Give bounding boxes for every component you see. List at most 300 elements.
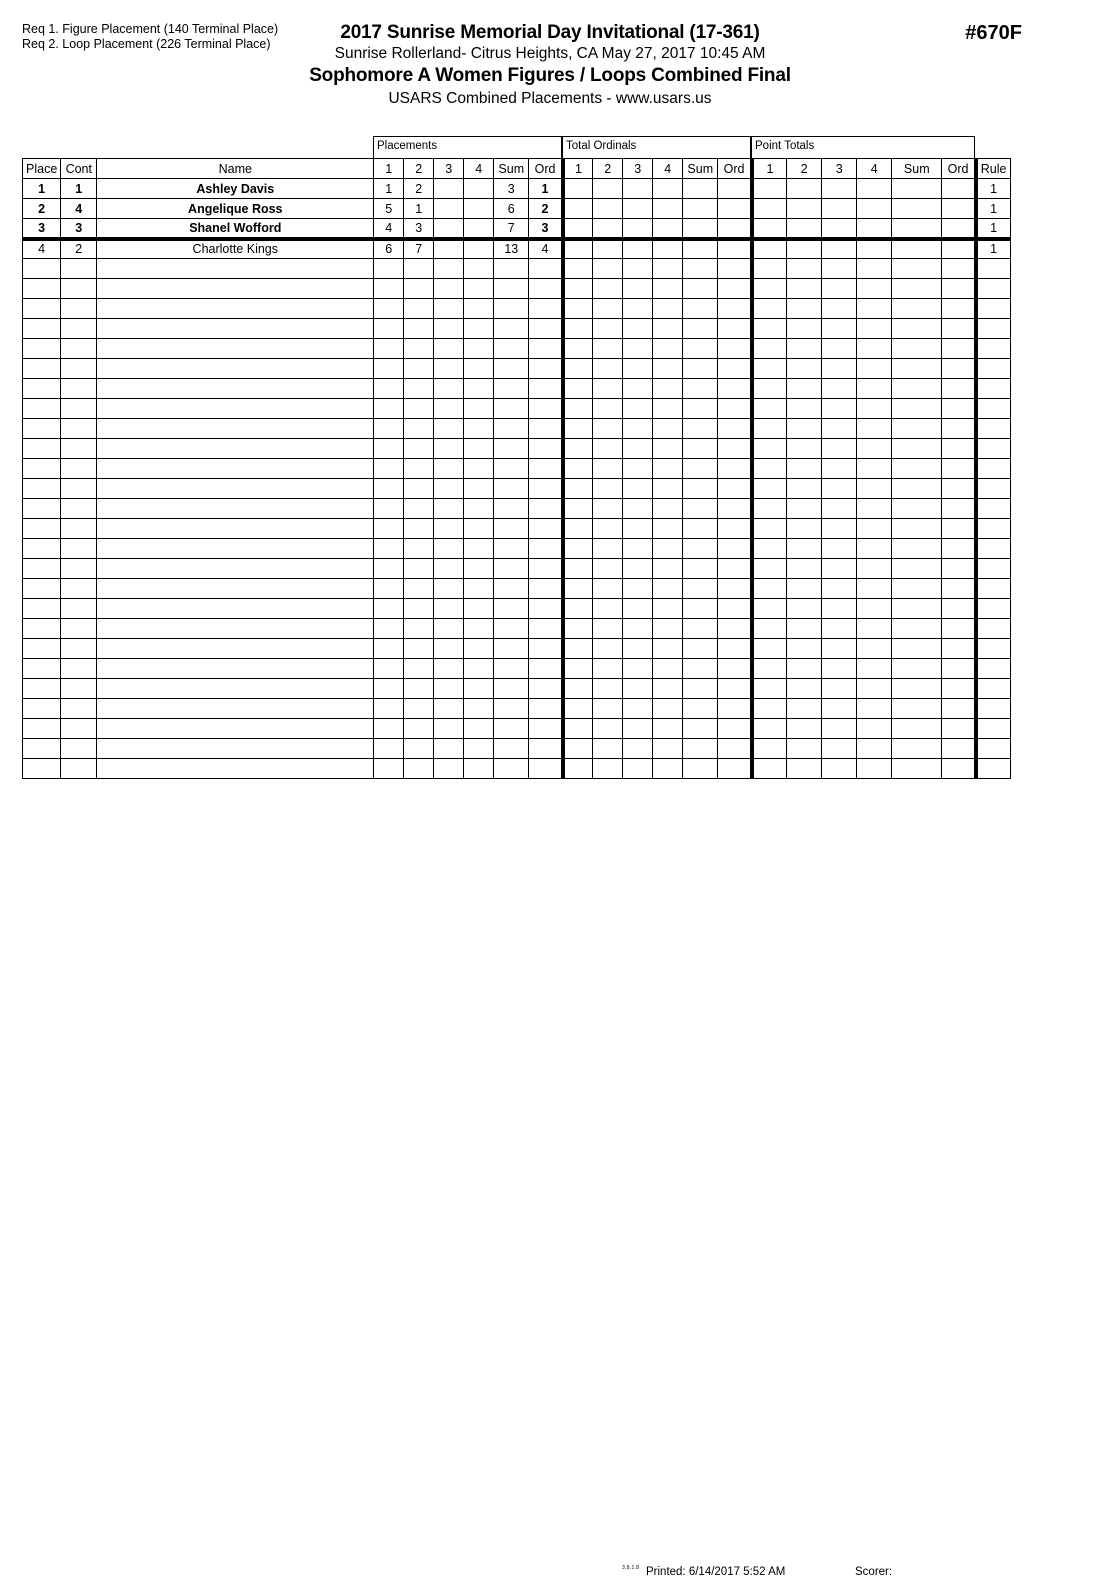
cell-empty-25-16[interactable] [787,759,822,779]
cell-empty-10-18[interactable] [857,459,892,479]
cell-empty-22-14[interactable] [718,699,752,719]
cell-empty-21-5[interactable] [434,679,464,699]
cell-empty-21-0[interactable] [23,679,61,699]
cell-empty-13-9[interactable] [563,519,593,539]
cell-empty-21-3[interactable] [374,679,404,699]
cell-empty-10-20[interactable] [942,459,976,479]
cell-placements-judge1-0[interactable]: 1 [374,179,404,199]
cell-empty-7-19[interactable] [892,399,942,419]
cell-empty-7-13[interactable] [683,399,718,419]
cell-empty-0-18[interactable] [857,259,892,279]
cell-empty-5-20[interactable] [942,359,976,379]
cell-empty-12-10[interactable] [593,499,623,519]
cell-empty-7-17[interactable] [822,399,857,419]
cell-empty-1-9[interactable] [563,279,593,299]
cell-empty-5-7[interactable] [494,359,529,379]
cell-empty-25-4[interactable] [404,759,434,779]
cell-empty-7-21[interactable] [976,399,1010,419]
cell-empty-6-5[interactable] [434,379,464,399]
cell-empty-23-16[interactable] [787,719,822,739]
cell-empty-22-6[interactable] [464,699,494,719]
cell-empty-5-18[interactable] [857,359,892,379]
cell-empty-1-3[interactable] [374,279,404,299]
cell-empty-8-5[interactable] [434,419,464,439]
cell-empty-17-15[interactable] [752,599,787,619]
cell-empty-5-11[interactable] [623,359,653,379]
cell-empty-3-19[interactable] [892,319,942,339]
cell-empty-10-17[interactable] [822,459,857,479]
cell-empty-5-21[interactable] [976,359,1010,379]
cell-empty-25-6[interactable] [464,759,494,779]
cell-cont-1[interactable]: 4 [61,199,97,219]
cell-placements-judge2-3[interactable]: 7 [404,239,434,259]
cell-empty-6-20[interactable] [942,379,976,399]
cell-empty-23-4[interactable] [404,719,434,739]
cell-empty-0-9[interactable] [563,259,593,279]
cell-empty-1-17[interactable] [822,279,857,299]
cell-empty-2-3[interactable] [374,299,404,319]
cell-empty-0-5[interactable] [434,259,464,279]
cell-empty-17-9[interactable] [563,599,593,619]
cell-empty-12-20[interactable] [942,499,976,519]
cell-empty-9-9[interactable] [563,439,593,459]
cell-empty-7-4[interactable] [404,399,434,419]
cell-empty-24-20[interactable] [942,739,976,759]
cell-empty-6-16[interactable] [787,379,822,399]
cell-empty-22-8[interactable] [529,699,563,719]
cell-empty-20-21[interactable] [976,659,1010,679]
cell-ordinals-judge3-2[interactable] [623,219,653,239]
cell-ordinals-judge2-1[interactable] [593,199,623,219]
cell-empty-16-20[interactable] [942,579,976,599]
cell-empty-15-19[interactable] [892,559,942,579]
cell-empty-9-8[interactable] [529,439,563,459]
cell-empty-15-7[interactable] [494,559,529,579]
cell-empty-7-8[interactable] [529,399,563,419]
cell-empty-21-17[interactable] [822,679,857,699]
cell-placements-judge3-3[interactable] [434,239,464,259]
cell-empty-16-13[interactable] [683,579,718,599]
cell-empty-8-14[interactable] [718,419,752,439]
cell-empty-4-5[interactable] [434,339,464,359]
cell-empty-1-0[interactable] [23,279,61,299]
cell-empty-5-10[interactable] [593,359,623,379]
cell-empty-19-13[interactable] [683,639,718,659]
cell-empty-16-15[interactable] [752,579,787,599]
cell-empty-19-18[interactable] [857,639,892,659]
cell-empty-0-17[interactable] [822,259,857,279]
cell-empty-0-10[interactable] [593,259,623,279]
cell-empty-8-21[interactable] [976,419,1010,439]
cell-placements-sum-0[interactable]: 3 [494,179,529,199]
cell-empty-7-1[interactable] [61,399,97,419]
cell-ordinals-sum-2[interactable] [683,219,718,239]
cell-ordinals-judge2-3[interactable] [593,239,623,259]
cell-empty-21-12[interactable] [653,679,683,699]
cell-empty-2-9[interactable] [563,299,593,319]
cell-empty-8-17[interactable] [822,419,857,439]
cell-empty-10-3[interactable] [374,459,404,479]
cell-placements-judge3-0[interactable] [434,179,464,199]
cell-empty-11-10[interactable] [593,479,623,499]
cell-empty-17-6[interactable] [464,599,494,619]
cell-empty-10-9[interactable] [563,459,593,479]
cell-placements-ord-0[interactable]: 1 [529,179,563,199]
cell-empty-23-18[interactable] [857,719,892,739]
cell-empty-12-17[interactable] [822,499,857,519]
cell-ordinals-judge4-1[interactable] [653,199,683,219]
cell-empty-24-19[interactable] [892,739,942,759]
cell-placements-judge4-3[interactable] [464,239,494,259]
cell-empty-19-2[interactable] [97,639,374,659]
cell-empty-21-6[interactable] [464,679,494,699]
cell-empty-15-15[interactable] [752,559,787,579]
cell-empty-19-20[interactable] [942,639,976,659]
cell-empty-10-10[interactable] [593,459,623,479]
cell-empty-14-13[interactable] [683,539,718,559]
cell-empty-2-19[interactable] [892,299,942,319]
cell-empty-20-18[interactable] [857,659,892,679]
cell-empty-7-18[interactable] [857,399,892,419]
cell-empty-22-18[interactable] [857,699,892,719]
cell-empty-13-0[interactable] [23,519,61,539]
cell-empty-24-16[interactable] [787,739,822,759]
cell-ordinals-sum-1[interactable] [683,199,718,219]
cell-empty-12-15[interactable] [752,499,787,519]
cell-empty-16-5[interactable] [434,579,464,599]
cell-ordinals-judge2-0[interactable] [593,179,623,199]
cell-empty-11-0[interactable] [23,479,61,499]
cell-empty-5-1[interactable] [61,359,97,379]
cell-empty-24-15[interactable] [752,739,787,759]
cell-empty-20-12[interactable] [653,659,683,679]
cell-empty-25-13[interactable] [683,759,718,779]
cell-empty-14-2[interactable] [97,539,374,559]
cell-empty-0-15[interactable] [752,259,787,279]
cell-empty-23-3[interactable] [374,719,404,739]
cell-empty-6-15[interactable] [752,379,787,399]
cell-empty-5-3[interactable] [374,359,404,379]
cell-points-judge1-2[interactable] [752,219,787,239]
cell-empty-23-9[interactable] [563,719,593,739]
cell-empty-15-16[interactable] [787,559,822,579]
cell-empty-18-19[interactable] [892,619,942,639]
cell-empty-16-10[interactable] [593,579,623,599]
cell-empty-3-8[interactable] [529,319,563,339]
cell-empty-21-1[interactable] [61,679,97,699]
cell-empty-16-7[interactable] [494,579,529,599]
cell-empty-7-12[interactable] [653,399,683,419]
cell-empty-5-14[interactable] [718,359,752,379]
cell-empty-13-12[interactable] [653,519,683,539]
cell-empty-22-12[interactable] [653,699,683,719]
cell-empty-13-8[interactable] [529,519,563,539]
cell-empty-2-6[interactable] [464,299,494,319]
cell-empty-2-5[interactable] [434,299,464,319]
cell-cont-2[interactable]: 3 [61,219,97,239]
cell-empty-14-4[interactable] [404,539,434,559]
cell-empty-3-3[interactable] [374,319,404,339]
cell-empty-11-19[interactable] [892,479,942,499]
cell-empty-17-5[interactable] [434,599,464,619]
cell-empty-18-13[interactable] [683,619,718,639]
cell-empty-16-19[interactable] [892,579,942,599]
cell-empty-15-12[interactable] [653,559,683,579]
cell-empty-5-2[interactable] [97,359,374,379]
cell-empty-2-17[interactable] [822,299,857,319]
cell-empty-17-21[interactable] [976,599,1010,619]
cell-empty-3-20[interactable] [942,319,976,339]
cell-empty-9-10[interactable] [593,439,623,459]
cell-empty-12-3[interactable] [374,499,404,519]
cell-empty-23-7[interactable] [494,719,529,739]
cell-empty-16-2[interactable] [97,579,374,599]
cell-empty-20-5[interactable] [434,659,464,679]
cell-empty-5-5[interactable] [434,359,464,379]
cell-points-sum-3[interactable] [892,239,942,259]
cell-empty-13-15[interactable] [752,519,787,539]
cell-empty-18-10[interactable] [593,619,623,639]
cell-empty-15-0[interactable] [23,559,61,579]
cell-empty-23-8[interactable] [529,719,563,739]
cell-empty-9-12[interactable] [653,439,683,459]
cell-empty-6-2[interactable] [97,379,374,399]
cell-empty-18-11[interactable] [623,619,653,639]
cell-empty-19-10[interactable] [593,639,623,659]
cell-empty-1-4[interactable] [404,279,434,299]
cell-empty-4-14[interactable] [718,339,752,359]
cell-empty-3-21[interactable] [976,319,1010,339]
cell-empty-21-14[interactable] [718,679,752,699]
cell-empty-24-10[interactable] [593,739,623,759]
cell-empty-24-9[interactable] [563,739,593,759]
cell-placements-ord-1[interactable]: 2 [529,199,563,219]
cell-rule-0[interactable]: 1 [976,179,1010,199]
cell-empty-21-19[interactable] [892,679,942,699]
cell-empty-14-20[interactable] [942,539,976,559]
cell-empty-4-10[interactable] [593,339,623,359]
cell-placements-judge2-0[interactable]: 2 [404,179,434,199]
cell-empty-5-13[interactable] [683,359,718,379]
cell-empty-17-17[interactable] [822,599,857,619]
cell-empty-3-12[interactable] [653,319,683,339]
cell-empty-8-10[interactable] [593,419,623,439]
cell-empty-4-6[interactable] [464,339,494,359]
cell-ordinals-judge1-2[interactable] [563,219,593,239]
cell-empty-17-18[interactable] [857,599,892,619]
cell-placements-sum-3[interactable]: 13 [494,239,529,259]
cell-placements-sum-1[interactable]: 6 [494,199,529,219]
cell-empty-9-15[interactable] [752,439,787,459]
cell-empty-25-14[interactable] [718,759,752,779]
cell-empty-12-13[interactable] [683,499,718,519]
cell-placements-judge1-1[interactable]: 5 [374,199,404,219]
cell-empty-22-10[interactable] [593,699,623,719]
cell-empty-24-12[interactable] [653,739,683,759]
cell-empty-15-17[interactable] [822,559,857,579]
cell-empty-7-2[interactable] [97,399,374,419]
cell-empty-19-4[interactable] [404,639,434,659]
cell-empty-10-11[interactable] [623,459,653,479]
cell-empty-21-16[interactable] [787,679,822,699]
cell-empty-22-5[interactable] [434,699,464,719]
cell-empty-6-13[interactable] [683,379,718,399]
cell-empty-18-0[interactable] [23,619,61,639]
cell-empty-3-5[interactable] [434,319,464,339]
cell-empty-21-2[interactable] [97,679,374,699]
cell-empty-19-21[interactable] [976,639,1010,659]
cell-empty-6-12[interactable] [653,379,683,399]
cell-empty-9-14[interactable] [718,439,752,459]
cell-empty-16-14[interactable] [718,579,752,599]
cell-empty-13-17[interactable] [822,519,857,539]
cell-empty-12-9[interactable] [563,499,593,519]
cell-empty-23-2[interactable] [97,719,374,739]
cell-empty-9-11[interactable] [623,439,653,459]
cell-empty-13-14[interactable] [718,519,752,539]
cell-points-ord-3[interactable] [942,239,976,259]
cell-empty-11-14[interactable] [718,479,752,499]
cell-empty-8-13[interactable] [683,419,718,439]
cell-empty-18-8[interactable] [529,619,563,639]
cell-empty-24-7[interactable] [494,739,529,759]
cell-empty-22-7[interactable] [494,699,529,719]
cell-empty-5-0[interactable] [23,359,61,379]
cell-empty-5-17[interactable] [822,359,857,379]
cell-empty-8-3[interactable] [374,419,404,439]
cell-empty-4-21[interactable] [976,339,1010,359]
cell-points-judge2-1[interactable] [787,199,822,219]
cell-empty-2-11[interactable] [623,299,653,319]
cell-points-judge1-1[interactable] [752,199,787,219]
cell-ordinals-ord-1[interactable] [718,199,752,219]
cell-empty-16-17[interactable] [822,579,857,599]
cell-empty-22-3[interactable] [374,699,404,719]
cell-points-judge1-3[interactable] [752,239,787,259]
cell-empty-6-3[interactable] [374,379,404,399]
cell-empty-2-1[interactable] [61,299,97,319]
cell-empty-7-3[interactable] [374,399,404,419]
cell-empty-12-2[interactable] [97,499,374,519]
cell-empty-25-3[interactable] [374,759,404,779]
cell-empty-20-6[interactable] [464,659,494,679]
cell-empty-8-16[interactable] [787,419,822,439]
cell-empty-24-11[interactable] [623,739,653,759]
cell-empty-9-0[interactable] [23,439,61,459]
cell-empty-2-14[interactable] [718,299,752,319]
cell-empty-6-21[interactable] [976,379,1010,399]
cell-points-judge4-1[interactable] [857,199,892,219]
cell-empty-8-0[interactable] [23,419,61,439]
cell-empty-11-11[interactable] [623,479,653,499]
cell-empty-23-12[interactable] [653,719,683,739]
cell-empty-15-4[interactable] [404,559,434,579]
cell-placements-judge3-2[interactable] [434,219,464,239]
cell-empty-25-9[interactable] [563,759,593,779]
cell-empty-21-9[interactable] [563,679,593,699]
cell-empty-19-9[interactable] [563,639,593,659]
cell-empty-10-5[interactable] [434,459,464,479]
cell-empty-10-2[interactable] [97,459,374,479]
cell-empty-0-16[interactable] [787,259,822,279]
cell-empty-21-10[interactable] [593,679,623,699]
cell-empty-4-2[interactable] [97,339,374,359]
cell-empty-25-7[interactable] [494,759,529,779]
cell-empty-19-0[interactable] [23,639,61,659]
cell-empty-23-21[interactable] [976,719,1010,739]
cell-empty-19-7[interactable] [494,639,529,659]
cell-empty-0-20[interactable] [942,259,976,279]
cell-empty-14-12[interactable] [653,539,683,559]
cell-placements-judge4-2[interactable] [464,219,494,239]
cell-empty-7-20[interactable] [942,399,976,419]
cell-empty-6-6[interactable] [464,379,494,399]
cell-empty-14-6[interactable] [464,539,494,559]
cell-empty-3-10[interactable] [593,319,623,339]
cell-empty-8-4[interactable] [404,419,434,439]
cell-empty-12-19[interactable] [892,499,942,519]
cell-empty-20-14[interactable] [718,659,752,679]
cell-placements-judge2-1[interactable]: 1 [404,199,434,219]
cell-empty-5-12[interactable] [653,359,683,379]
cell-points-judge3-3[interactable] [822,239,857,259]
cell-empty-0-0[interactable] [23,259,61,279]
cell-empty-17-12[interactable] [653,599,683,619]
cell-name-0[interactable]: Ashley Davis [97,179,374,199]
cell-empty-16-3[interactable] [374,579,404,599]
cell-empty-9-21[interactable] [976,439,1010,459]
cell-empty-0-2[interactable] [97,259,374,279]
cell-points-ord-1[interactable] [942,199,976,219]
cell-empty-25-19[interactable] [892,759,942,779]
cell-points-judge4-0[interactable] [857,179,892,199]
cell-empty-6-14[interactable] [718,379,752,399]
cell-empty-13-3[interactable] [374,519,404,539]
cell-empty-16-4[interactable] [404,579,434,599]
cell-empty-0-13[interactable] [683,259,718,279]
cell-empty-10-12[interactable] [653,459,683,479]
cell-placements-judge3-1[interactable] [434,199,464,219]
cell-empty-11-1[interactable] [61,479,97,499]
cell-empty-6-1[interactable] [61,379,97,399]
cell-empty-4-3[interactable] [374,339,404,359]
cell-empty-1-14[interactable] [718,279,752,299]
cell-empty-20-9[interactable] [563,659,593,679]
cell-empty-21-4[interactable] [404,679,434,699]
cell-empty-17-13[interactable] [683,599,718,619]
cell-empty-1-13[interactable] [683,279,718,299]
cell-empty-2-15[interactable] [752,299,787,319]
cell-empty-8-15[interactable] [752,419,787,439]
cell-empty-2-21[interactable] [976,299,1010,319]
cell-empty-12-16[interactable] [787,499,822,519]
cell-empty-13-20[interactable] [942,519,976,539]
cell-empty-24-14[interactable] [718,739,752,759]
cell-empty-17-1[interactable] [61,599,97,619]
cell-empty-6-9[interactable] [563,379,593,399]
cell-empty-11-18[interactable] [857,479,892,499]
cell-empty-7-5[interactable] [434,399,464,419]
cell-empty-19-19[interactable] [892,639,942,659]
cell-empty-6-4[interactable] [404,379,434,399]
cell-empty-4-18[interactable] [857,339,892,359]
cell-empty-17-2[interactable] [97,599,374,619]
cell-empty-4-17[interactable] [822,339,857,359]
cell-empty-12-12[interactable] [653,499,683,519]
cell-empty-9-6[interactable] [464,439,494,459]
cell-empty-19-17[interactable] [822,639,857,659]
cell-empty-11-13[interactable] [683,479,718,499]
